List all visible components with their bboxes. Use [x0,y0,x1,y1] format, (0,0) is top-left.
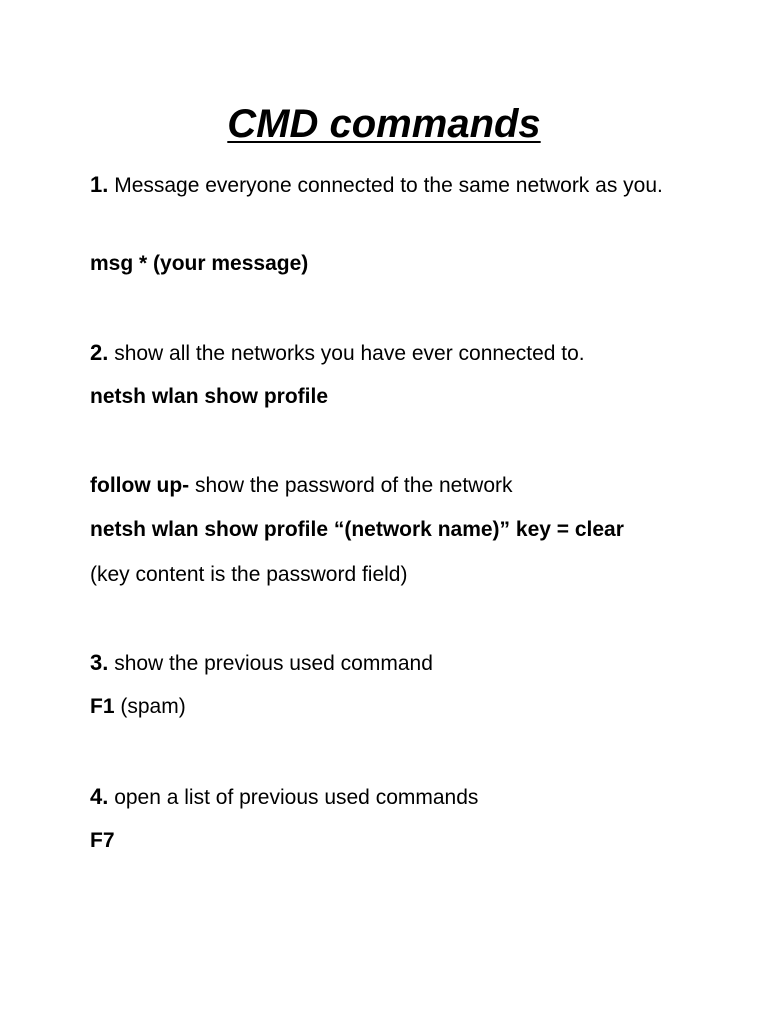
item-2-description-line [90,336,690,370]
item-4-command: F7 [90,829,115,852]
item-3-description: show the previous used command [114,652,433,675]
followup-label: follow up- [90,474,190,497]
item-1-description-line [90,168,690,202]
followup-note: (key content is the password field) [90,563,408,586]
item-3-command-note: (spam) [120,695,186,718]
item-1-command: msg * (your message) [90,252,309,275]
followup-description: show the password of the network [194,474,513,497]
item-2-description: show all the networks you have ever connected to. [114,342,585,365]
item-3-description-line [90,646,690,680]
item-3-number: 3. [90,650,109,675]
page-title: CMD commands [227,102,541,146]
item-4-description: open a list of previous used commands [114,786,479,809]
item-2-number: 2. [90,340,109,365]
item-2-command: netsh wlan show profile [90,385,329,408]
item-3-command: F1 [90,695,115,718]
item-4-description-line [90,780,690,814]
item-1-description: Message everyone connected to the same network as you. [114,174,663,197]
item-1-number: 1. [90,172,109,197]
followup-command: netsh wlan show profile “(network name)” key = clear [90,518,624,541]
item-4-number: 4. [90,784,109,809]
item-3-command-line [90,690,690,723]
followup-description-line [90,469,690,502]
